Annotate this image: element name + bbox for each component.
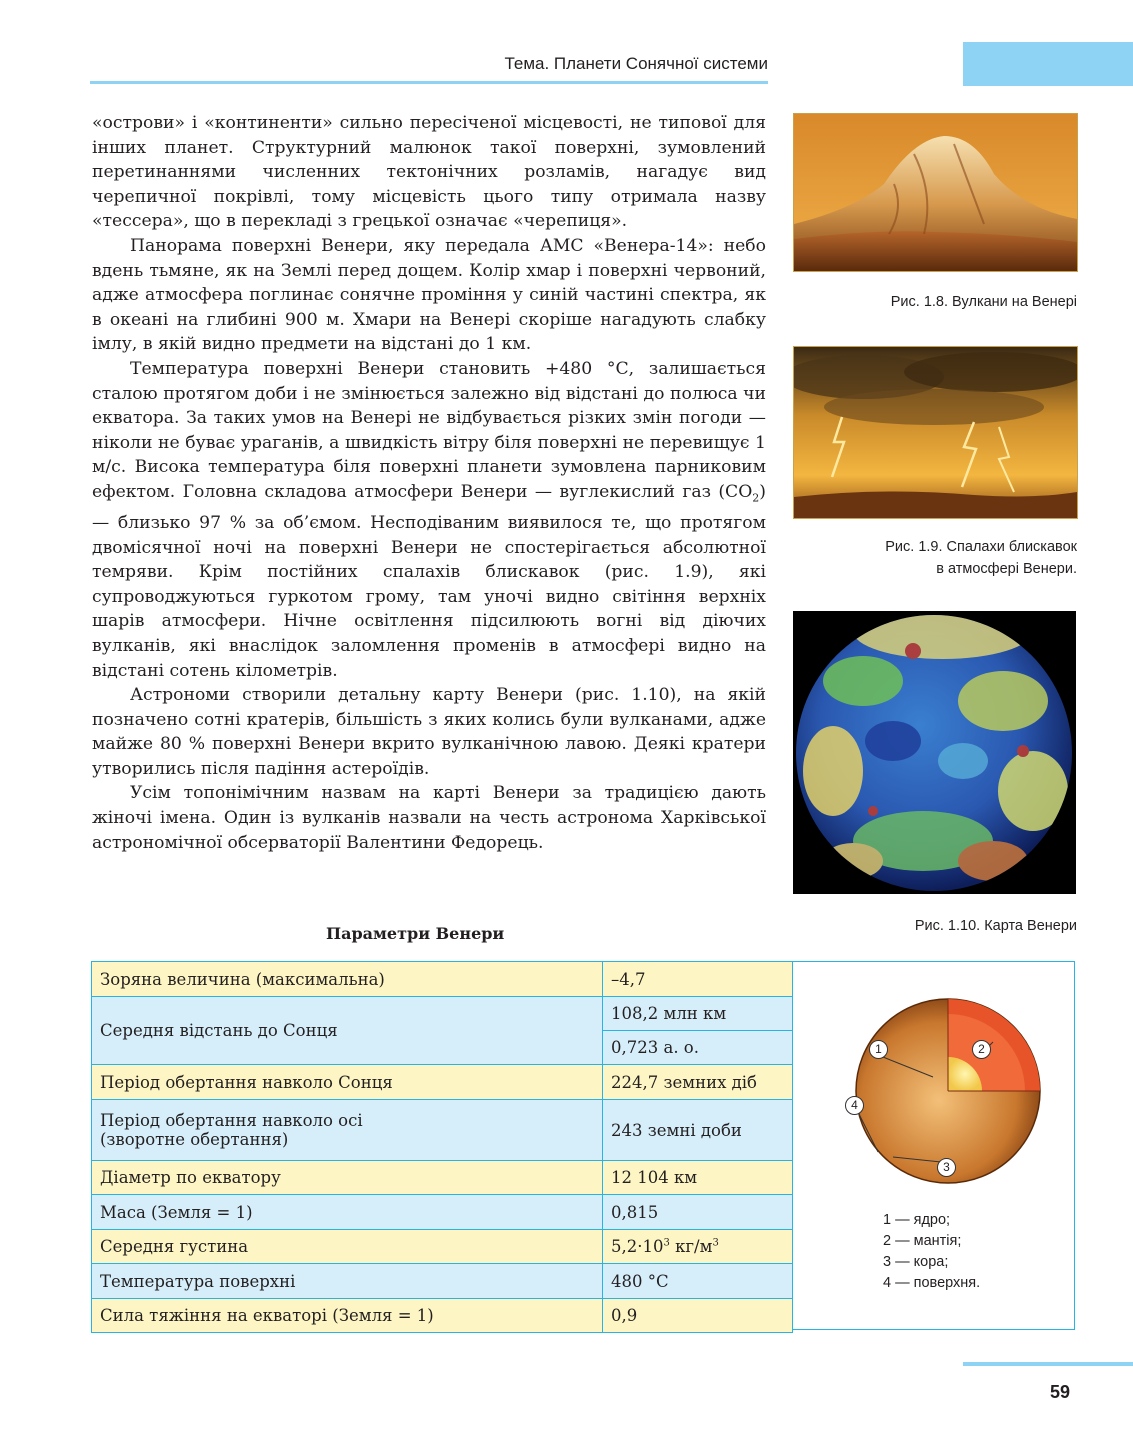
marker-3: 3 — [937, 1158, 956, 1177]
venus-parameters-table — [91, 961, 793, 1333]
row-value: 243 земні доби — [603, 1100, 793, 1161]
figure-volcano-image — [793, 113, 1078, 272]
header-rule — [90, 81, 768, 84]
density-unit-exponent: 3 — [712, 1237, 719, 1249]
row-label: Середня густина — [92, 1230, 603, 1264]
row-label-line-2: (зворотне обертання) — [100, 1130, 289, 1149]
legend-item: 2 — мантія; — [883, 1233, 962, 1249]
figure-venus-map-image — [793, 611, 1076, 894]
row-label-line-1: Період обертання навколо осі — [100, 1111, 363, 1130]
table-row — [92, 962, 793, 997]
marker-2: 2 — [972, 1040, 991, 1059]
marker-4: 4 — [845, 1096, 864, 1115]
paragraph-3-part-a: Температура поверхні Венери становить +480 °С, залишається сталою протягом доби і не змінюється залежно від відстані до полюса чи екватора. За таких умов на Венері не відбувається різких змін погоди — ніколи не буває ураганів, а швидкість вітру біля поверхні не перевищує 1 м/с. Висока температура біля поверхні планети зумовлена парниковим ефектом. Головна складова атмосфери Венери — вуглекислий газ (CO — [92, 358, 766, 502]
density-mantissa: 5,2·10 — [611, 1237, 664, 1256]
row-value: 0,815 — [603, 1195, 793, 1230]
row-value: 0,9 — [603, 1299, 793, 1333]
row-label: Середня відстань до Сонця — [92, 997, 603, 1065]
marker-1: 1 — [869, 1040, 888, 1059]
body-text — [92, 111, 766, 855]
row-label: Температура поверхні — [92, 1264, 603, 1299]
paragraph-5: Усім топонімічним назвам на карті Венери за традицією дають жіночі імена. Один із вулканів назвали на честь астронома Харківської астрономічної обсерваторії Валентини Федорець. — [92, 783, 766, 853]
density-exponent: 3 — [663, 1237, 670, 1249]
figure-1-10-caption: Рис. 1.10. Карта Венери — [914, 918, 1077, 934]
row-label: Період обертання навколо Сонця — [92, 1065, 603, 1100]
legend-item: 4 — поверхня. — [883, 1275, 981, 1291]
table-row — [92, 1065, 793, 1100]
row-value: –4,7 — [603, 962, 793, 997]
header-tab — [963, 42, 1133, 86]
row-label — [92, 1100, 603, 1161]
table-row — [92, 1161, 793, 1195]
page-number: 59 — [1050, 1382, 1071, 1402]
table-row — [92, 1264, 793, 1299]
figure-lightning-image — [793, 346, 1078, 519]
figure-1-9-caption-line-1: Рис. 1.9. Спалахи блискавок — [885, 539, 1077, 555]
table-title: Параметри Венери — [326, 924, 505, 943]
row-value: 224,7 земних діб — [603, 1065, 793, 1100]
table-row — [92, 997, 793, 1031]
figure-1-8-caption: Рис. 1.8. Вулкани на Венері — [890, 294, 1077, 310]
table-row — [92, 1299, 793, 1333]
row-value — [603, 1230, 793, 1264]
running-header: Тема. Планети Сонячної системи — [504, 54, 768, 73]
row-value: 108,2 млн км — [603, 997, 793, 1031]
paragraph-3-part-b: ) — близько 97 % за об’ємом. Несподіваним виявилося те, що протягом двомісячної ночі на поверхні Венери не спостерігається абсолютної темряви. Крім постійних спалахів блискавок (рис. 1.9), які супроводжуються гуркотом грому, там уночі видно світіння верхніх шарів атмосфери. Нічне освітлення підсилюють вогні від діючих вулканів, які внаслідок заломлення променів в атмосфері видно на відстані сотень кілометрів. — [92, 481, 766, 681]
density-unit: кг/м — [669, 1237, 713, 1256]
table-row — [92, 1230, 793, 1264]
table-row — [92, 1100, 793, 1161]
co2-subscript: 2 — [752, 491, 760, 505]
row-label: Діаметр по екватору — [92, 1161, 603, 1195]
paragraph-1: «острови» і «континенти» сильно пересіченої місцевості, не типової для інших планет. Структурний малюнок такої поверхні, зумовлений перетинаннями численних тектонічних розламів, нагадує вид черепичної покрівлі, тому місцевість цього типу отримала назву «тессера», що в перекладі з грецької означає «черепиця». — [92, 113, 766, 232]
legend-item: 1 — ядро; — [883, 1212, 951, 1228]
paragraph-2: Панорама поверхні Венери, яку передала АМС «Венера-14»: небо вдень тьмяне, як на Землі перед дощем. Колір хмар і поверхні червоний, адже атмосфера поглинає сонячне проміння у синій частині спектра, як в океані на глибині 900 м. Хмари на Венері скоріше нагадують слабку імлу, в якій видно предмети на відстані до 1 км. — [92, 235, 766, 355]
venus-structure-diagram — [793, 962, 1075, 1202]
row-value: 12 104 км — [603, 1161, 793, 1195]
footer-rule — [963, 1362, 1133, 1366]
table-row — [92, 1195, 793, 1230]
figure-1-9-caption-line-2: в атмосфері Венери. — [936, 561, 1077, 577]
figure-1-9-caption — [793, 536, 1077, 580]
legend-item: 3 — кора; — [883, 1254, 949, 1270]
paragraph-3 — [92, 357, 766, 683]
row-value: 480 °С — [603, 1264, 793, 1299]
row-label: Сила тяжіння на екваторі (Земля = 1) — [92, 1299, 603, 1333]
row-label: Маса (Земля = 1) — [92, 1195, 603, 1230]
row-label: Зоряна величина (максимальна) — [92, 962, 603, 997]
row-value: 0,723 а. о. — [603, 1031, 793, 1065]
paragraph-4: Астрономи створили детальну карту Венери (рис. 1.10), на якій позначено сотні кратерів, більшість з яких колись були вулканами, адже майже 80 % поверхні Венери вкрито вулканічною лавою. Деякі кратери утворились після падіння астероїдів. — [92, 685, 766, 779]
structure-legend — [883, 1210, 980, 1294]
